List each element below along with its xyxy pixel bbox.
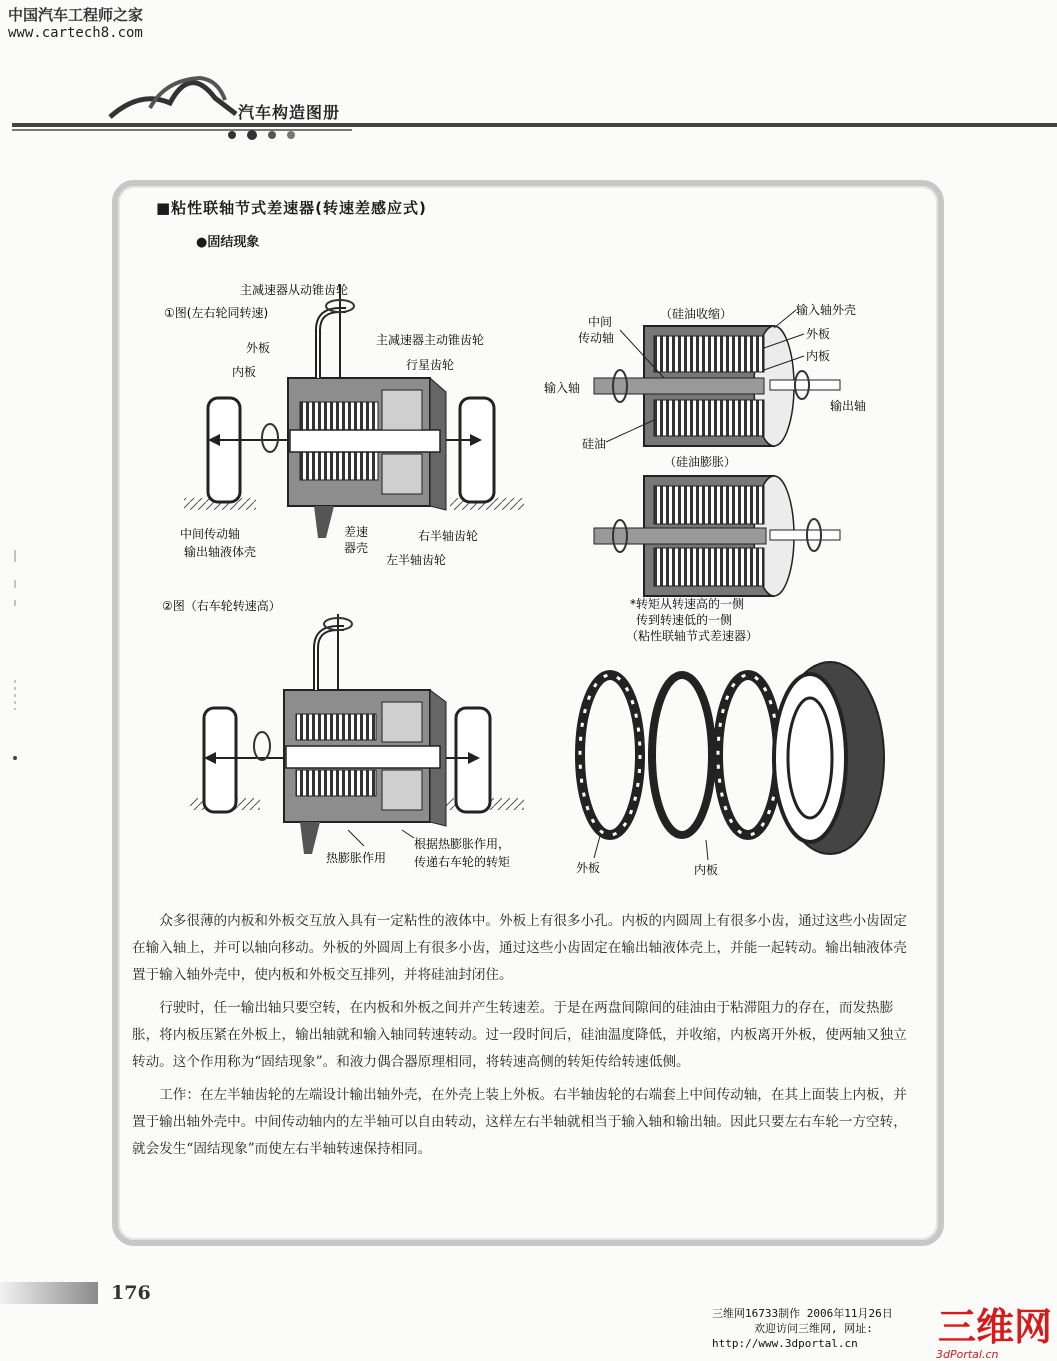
label-inner-plate: 内板 [232,365,257,379]
watermark-site-name: 中国汽车工程师之家 [8,6,144,24]
label-inner-plate-c: 内板 [806,349,831,363]
label-note-2: 传到转速低的一侧 [636,613,733,627]
page-number: 176 [111,1282,151,1304]
label-thermal: 热膨胀作用 [326,851,387,865]
label-torque-1: 根据热膨胀作用， [414,837,511,851]
label-left-side-gear: 左半轴齿轮 [386,553,447,567]
plates-illustration [576,662,884,877]
credit-line-1: 三维网16733制作 2006年11月26日 [712,1307,893,1320]
figure-1 [164,282,524,567]
label-mid-shaft: 中间传动轴 [180,527,241,541]
watermark-site-url: www.cartech8.com [8,24,143,41]
label-torque-2: 传递右车轮的转矩 [414,855,511,869]
label-right-side-gear: 右半轴齿轮 [418,529,479,543]
label-outer-plate-c: 外板 [806,327,831,341]
label-plates-outer: 外板 [576,861,601,875]
top-watermark [8,6,143,42]
label-planet-gear: 行星齿轮 [406,358,455,372]
label-silicone: 硅油 [582,437,607,451]
label-diff-case-1: 差速 [344,525,369,539]
label-driven-bevel: 主减速器从动锥齿轮 [240,283,349,297]
logo-subtext: 3dPortal.cn [936,1348,999,1361]
label-plates-inner: 内板 [694,863,719,877]
coupling-diagram [544,302,866,643]
differential-diagram [150,270,910,885]
credit-block [712,1306,893,1351]
paragraph-3: 工作：在左半轴齿轮的左端设计输出轴外壳，在外壳上装上外板。右半轴齿轮的右端套上中间传动轴，在其上面装上内板，并置于输出轴外壳中。中间传动轴内的左半轴可以自由转动，这样左右半轴就相当于输入轴和输出轴。因此只要左右车轮一方空转，就会发生“固结现象”而使左右半轴转速保持相同。 [132,1087,907,1157]
figure-2 [162,598,524,869]
book-title: 汽车构造图册 [238,103,341,122]
section-title: ■粘性联轴节式差速器(转速差感应式) [156,199,427,217]
label-input-shaft: 输入轴 [544,381,581,395]
label-diff-case-2: 器壳 [344,541,369,555]
paragraph-1: 众多很薄的内板和外板交互放入具有一定粘性的液体中。外板上有很多小孔。内板的内圆周上有很多小齿，通过这些小齿固定在输入轴上，并可以轴向移动。外板的外圆周上有很多小齿，通过这些小齿固定在输出轴液体壳上，并能一起转动。输出轴液体壳置于输入轴外壳中，使内板和外板交互排列，并将硅油封闭住。 [132,913,907,983]
label-note-3: （粘性联轴节式差速器） [626,629,759,643]
fig2-caption: ②图（右车轮转速高） [162,599,281,613]
body-text [132,908,912,1169]
label-input-housing: 输入轴外壳 [796,303,857,317]
label-shrink: （硅油收缩） [660,307,733,321]
label-outer-plate: 外板 [246,341,271,355]
fig1-caption: ①图(左右轮同转速) [164,306,269,320]
subsection-title: ●固结现象 [196,235,260,250]
paragraph-2: 行驶时，任一输出轴只要空转，在内板和外板之间并产生转速差。于是在两盘间隙间的硅油由于粘滞阻力的存在，而发热膨胀，将内板压紧在外板上，输出轴就和输入轴同转速转动。过一段时间后，硅油温度降低，并收缩，内板离开外板，使两轴又独立转动。这个作用称为“固结现象”。和液力偶合器原理相同，将转速高侧的转矩传给转速低侧。 [132,1000,907,1070]
label-output-housing: 输出轴液体壳 [184,545,257,559]
logo-text: 三维网 [938,1305,1053,1349]
page-number-bar [0,1282,98,1304]
label-note-1: *转矩从转速高的一侧 [630,597,745,611]
credit-line-3: http://www.3dportal.cn [712,1337,858,1350]
label-output-shaft: 输出轴 [830,399,867,413]
header-decoration [0,70,1057,180]
label-expand: （硅油膨胀） [664,455,737,469]
label-mid-shaft-1: 中间 [588,315,613,329]
site-logo [934,1300,1054,1361]
credit-line-2: 欢迎访问三维网, 网址: [754,1322,873,1335]
label-mid-shaft-2: 传动轴 [578,331,615,345]
label-drive-bevel: 主减速器主动锥齿轮 [376,333,485,347]
margin-marks [8,540,22,780]
